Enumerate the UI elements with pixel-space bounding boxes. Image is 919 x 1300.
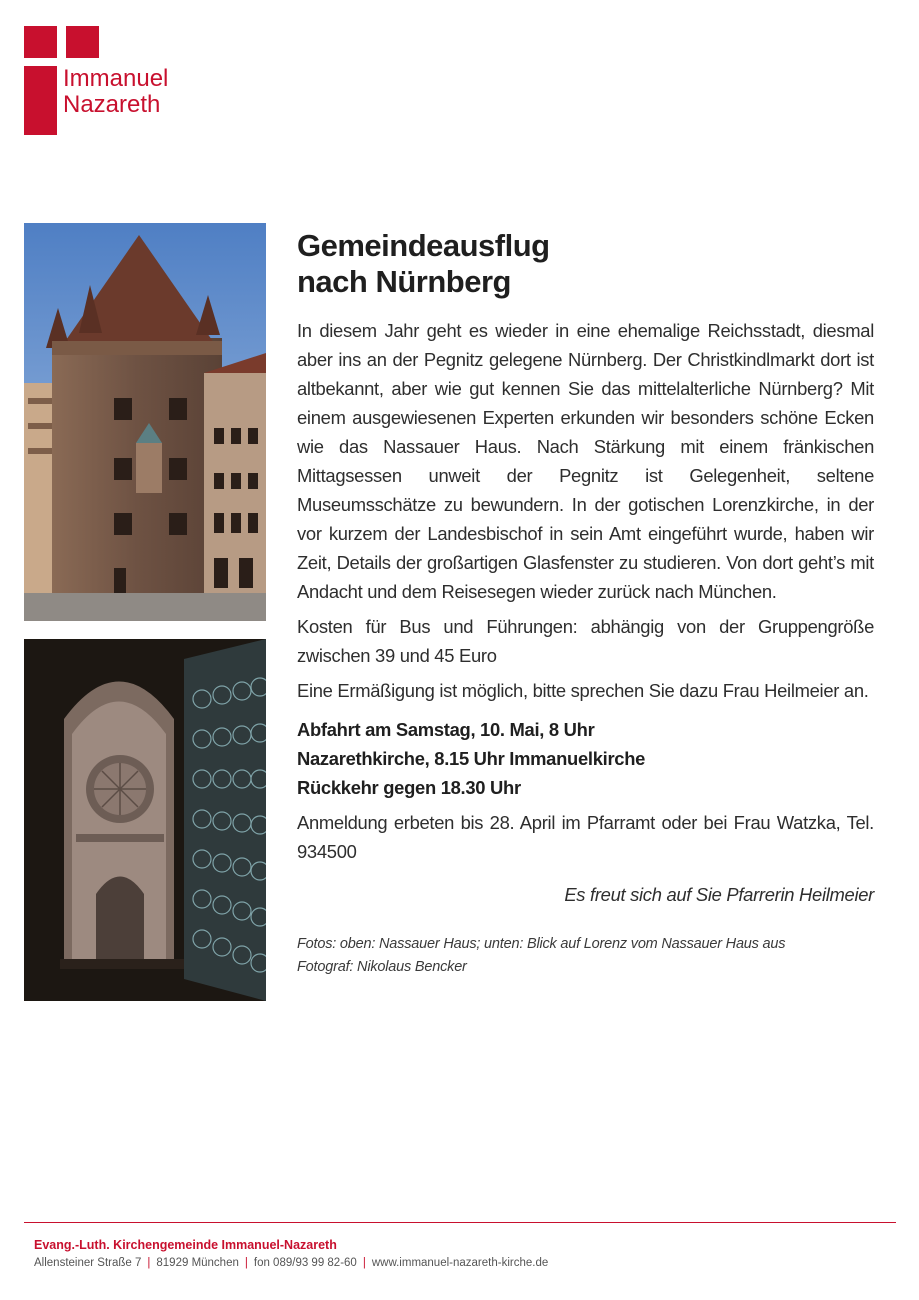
article [297, 228, 874, 979]
footer-website-link[interactable]: www.immanuel-nazareth-kirche.de [371, 1257, 549, 1269]
footer-separator: | [147, 1257, 151, 1269]
photo-credits-line-1: Fotos: oben: Nassauer Haus; unten: Blick auf Lorenz vom Nassauer Haus aus [297, 936, 786, 952]
nassauer-haus-illustration [24, 223, 266, 621]
registration-info: Anmeldung erbeten bis 28. April im Pfarramt oder bei Frau Watzka, Tel. 934500 [297, 812, 874, 862]
article-paragraph-discount: Eine Ermäßigung ist möglich, bitte sprechen Sie dazu Frau Heilmeier an. [297, 680, 869, 701]
logo-line-1: Immanuel [63, 65, 169, 92]
logo-square-left [24, 26, 57, 58]
photo-credits-line-2: Fotograf: Nikolaus Bencker [297, 959, 467, 975]
photo-lorenzkirche-view [24, 639, 266, 1001]
lorenzkirche-illustration [24, 639, 266, 1001]
footer-city: 81929 München [156, 1257, 239, 1269]
photo-credits [297, 933, 874, 979]
departure-line-1: Abfahrt am Samstag, 10. Mai, 8 Uhr [297, 719, 595, 740]
logo-square-right [66, 26, 99, 58]
footer-organization: Evang.-Luth. Kirchengemeinde Immanuel-Nazareth [34, 1238, 337, 1252]
departure-line-2: Nazarethkirche, 8.15 Uhr Immanuelkirche [297, 748, 646, 769]
article-paragraph-intro: In diesem Jahr geht es wieder in eine ehemalige Reichsstadt, diesmal aber ins an der Pegnitz gelegene Nürnberg. Der Christkindlmarkt dort ist altbekannt, aber wie gut kennen Sie das mittelalterliche Nürnberg? Mit einem ausgewiesenen Experten erkunden wir besonders schöne Ecken wie das Nassauer Haus. Nach Stärkung mit einem fränkischen Mittagsessen unweit der Pegnitz ist Gelegenheit, seltene Museumsschätze zu bewundern. In der gotischen Lorenzkirche, in der vor kurzem der Landesbischof in sein Amt eingeführt wurde, haben wir Zeit, Details der großartigen Glasfenster zu studieren. Von dort geht’s mit Andacht und dem Reisesegen wieder zurück nach München. [297, 320, 874, 602]
footer-separator: | [362, 1257, 366, 1269]
logo [24, 26, 204, 136]
footer [34, 1237, 548, 1271]
logo-text [63, 66, 168, 118]
footer-divider [24, 1222, 896, 1223]
footer-address [34, 1255, 548, 1271]
footer-street: Allensteiner Straße 7 [34, 1257, 142, 1269]
photo-nassauer-haus [24, 223, 266, 621]
departure-line-3: Rückkehr gegen 18.30 Uhr [297, 777, 521, 798]
article-title-line-1: Gemeindeausflug [297, 228, 550, 263]
departure-info [297, 715, 874, 802]
logo-bar [24, 66, 57, 135]
footer-separator: | [244, 1257, 248, 1269]
signature: Es freut sich auf Sie Pfarrerin Heilmeier [564, 884, 874, 905]
article-paragraph-costs: Kosten für Bus und Führungen: abhängig von der Gruppengröße zwischen 39 und 45 Euro [297, 616, 874, 666]
article-title [297, 228, 874, 300]
article-title-line-2: nach Nürnberg [297, 264, 511, 299]
logo-line-2: Nazareth [63, 91, 161, 118]
footer-phone: fon 089/93 99 82-60 [253, 1257, 357, 1269]
